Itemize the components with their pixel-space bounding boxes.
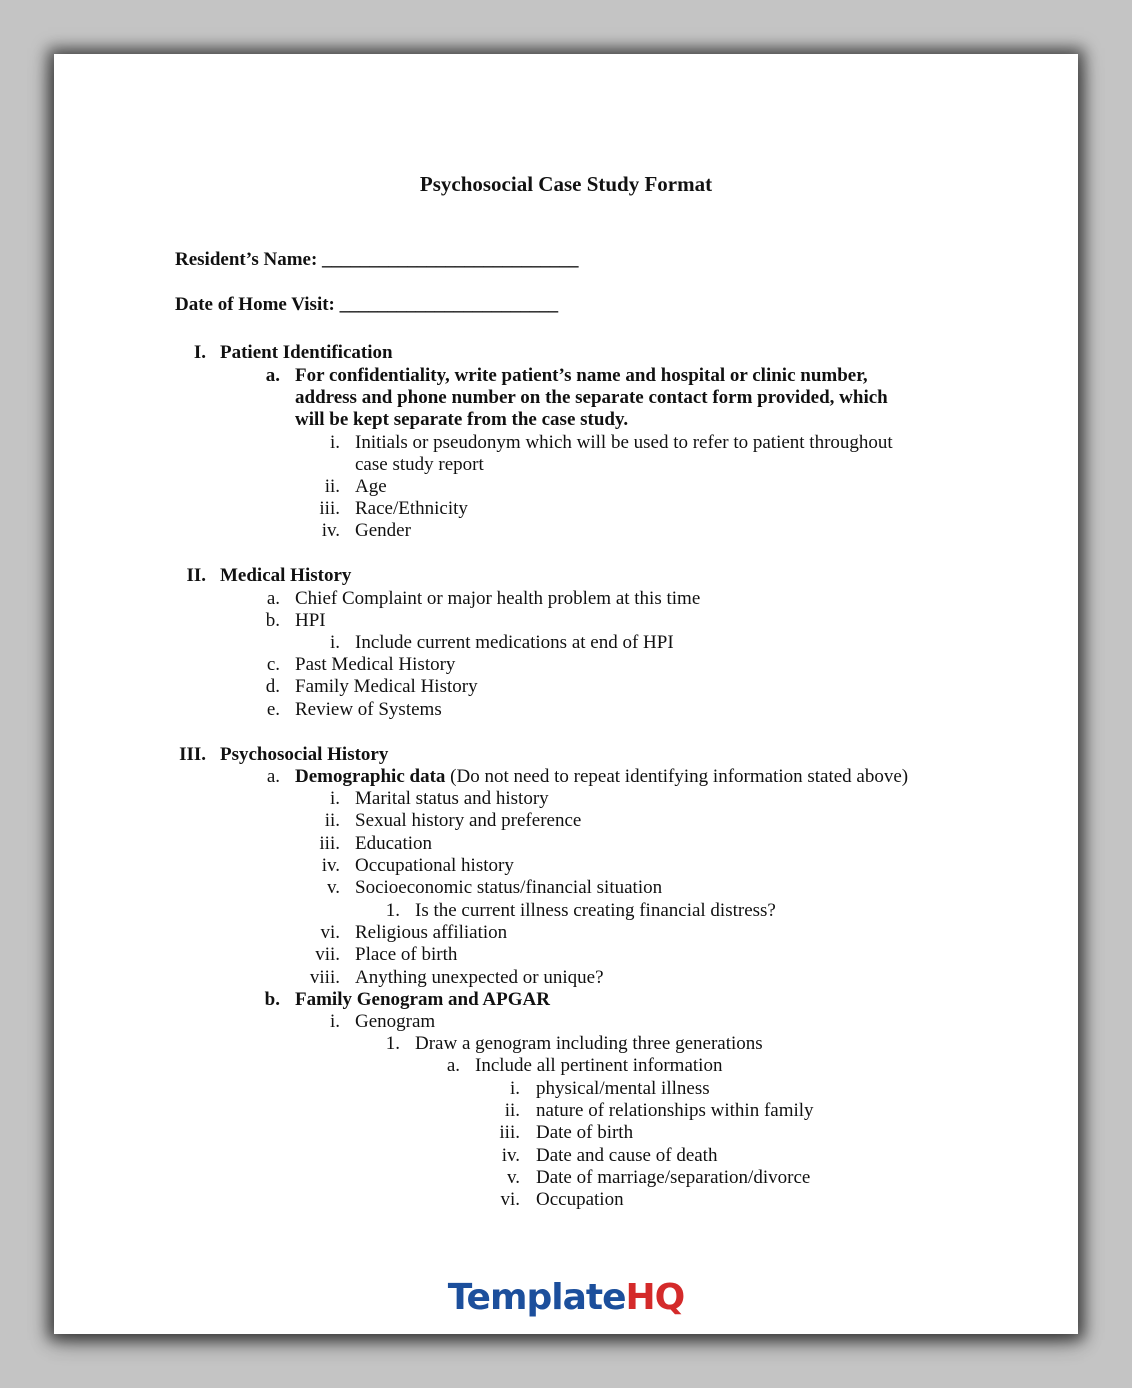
list-marker: ii. [324, 810, 340, 831]
page-title: Psychosocial Case Study Format [419, 172, 713, 196]
list-marker: i. [329, 432, 340, 453]
list-marker: 1. [385, 1033, 400, 1054]
templatehq-logo [54, 1276, 1078, 1320]
demographic-data-item [295, 766, 908, 788]
section-heading: Psychosocial History [220, 744, 389, 765]
confidentiality-note: will be kept separate from the case study. [295, 409, 629, 430]
list-marker: b. [264, 989, 280, 1010]
confidentiality-note: For confidentiality, write patient’s name and hospital or clinic number, [295, 365, 868, 386]
list-item: Past Medical History [295, 654, 456, 675]
list-item: nature of relationships within family [536, 1100, 814, 1121]
list-item: Place of birth [355, 944, 458, 965]
section-heading: Patient Identification [220, 342, 393, 363]
list-marker: i. [329, 632, 340, 653]
list-marker: vii. [315, 944, 340, 965]
list-item: Include all pertinent information [475, 1055, 723, 1076]
list-item: case study report [355, 454, 484, 475]
list-marker: vi. [500, 1189, 520, 1210]
list-marker: 1. [385, 900, 400, 921]
demographic-data-note: (Do not need to repeat identifying information stated above) [445, 766, 909, 787]
list-marker: a. [265, 365, 280, 386]
list-marker: i. [329, 1011, 340, 1032]
confidentiality-note: address and phone number on the separate contact form provided, which [295, 387, 888, 408]
resident-name-field: Resident’s Name: ___________________________ [175, 249, 579, 270]
list-item: Age [355, 476, 387, 497]
list-marker: vi. [320, 922, 340, 943]
list-item: Family Medical History [295, 676, 478, 697]
list-marker: c. [266, 654, 280, 675]
list-item: Sexual history and preference [355, 810, 582, 831]
list-item: Date of birth [536, 1122, 634, 1143]
list-marker: viii. [309, 967, 340, 988]
list-marker: b. [265, 610, 280, 631]
list-marker: a. [266, 766, 280, 787]
list-marker: iii. [319, 498, 340, 519]
list-marker: i. [329, 788, 340, 809]
list-marker: a. [446, 1055, 460, 1076]
list-item: Initials or pseudonym which will be used to refer to patient throughout [355, 432, 893, 453]
list-marker: iii. [319, 833, 340, 854]
list-marker: iii. [499, 1122, 520, 1143]
list-item: Chief Complaint or major health problem at this time [295, 588, 701, 609]
list-item: Date and cause of death [536, 1145, 718, 1166]
list-item: Education [355, 833, 433, 854]
list-item: Race/Ethnicity [355, 498, 468, 519]
genogram-heading: Family Genogram and APGAR [295, 989, 550, 1010]
list-item: Genogram [355, 1011, 436, 1032]
demographic-data-heading: Demographic data [295, 766, 446, 787]
list-item: Gender [355, 520, 411, 541]
list-item: Anything unexpected or unique? [355, 967, 604, 988]
list-marker: a. [266, 588, 280, 609]
list-item: Marital status and history [355, 788, 549, 809]
list-item: physical/mental illness [536, 1078, 710, 1099]
list-marker: ii. [324, 476, 340, 497]
list-item: Socioeconomic status/financial situation [355, 877, 663, 898]
logo-text-template: Template [447, 1277, 626, 1318]
section-numeral: II. [186, 565, 206, 586]
list-marker: iv. [501, 1145, 520, 1166]
list-item: Occupation [536, 1189, 624, 1210]
list-item: Include current medications at end of HPI [355, 632, 674, 653]
list-item: Is the current illness creating financial distress? [415, 900, 776, 921]
document-page [54, 54, 1078, 1334]
section-numeral: I. [193, 342, 206, 363]
list-item: Religious affiliation [355, 922, 508, 943]
list-marker: d. [265, 676, 280, 697]
list-marker: iv. [321, 855, 340, 876]
list-marker: ii. [504, 1100, 520, 1121]
list-item: Review of Systems [295, 699, 442, 720]
list-marker: v. [506, 1167, 520, 1188]
list-item: Date of marriage/separation/divorce [536, 1167, 811, 1188]
section-heading: Medical History [220, 565, 352, 586]
list-item: Draw a genogram including three generations [415, 1033, 763, 1054]
list-item: Occupational history [355, 855, 514, 876]
list-marker: iv. [321, 520, 340, 541]
home-visit-date-field: Date of Home Visit: _______________________ [175, 294, 559, 315]
list-marker: v. [326, 877, 340, 898]
list-marker: i. [509, 1078, 520, 1099]
list-marker: e. [266, 699, 280, 720]
logo-text-hq: HQ [625, 1277, 685, 1318]
list-item: HPI [295, 610, 326, 631]
section-numeral: III. [179, 744, 206, 765]
